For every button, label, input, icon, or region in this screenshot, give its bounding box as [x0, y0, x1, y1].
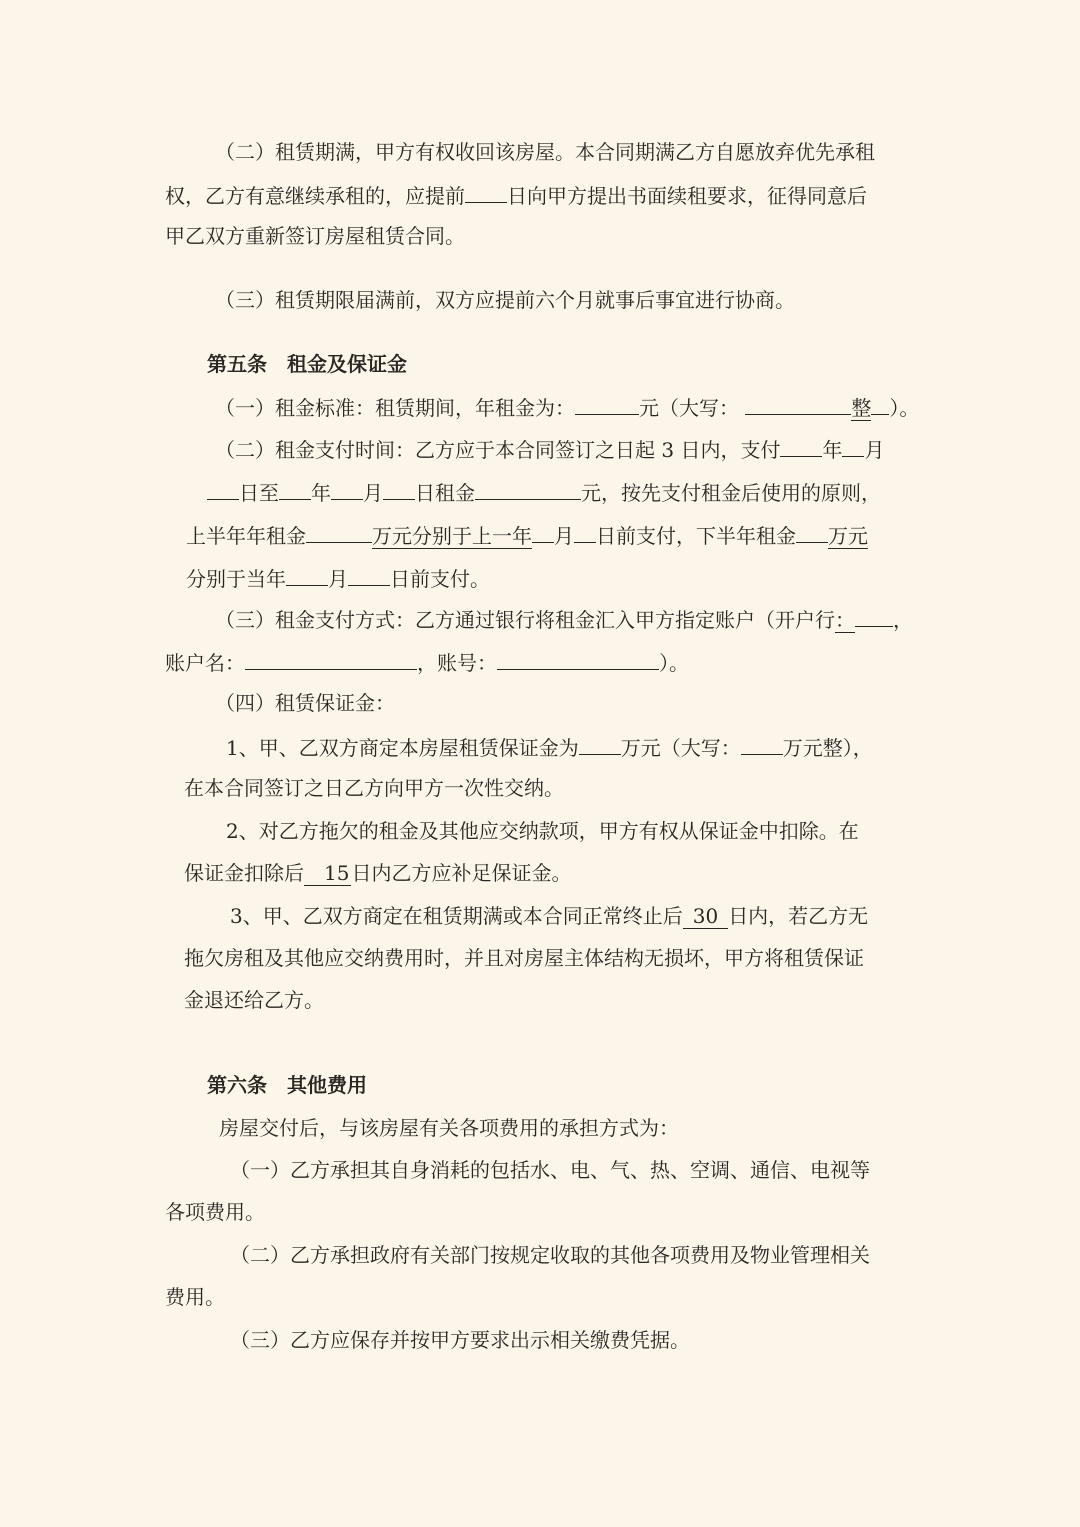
- section-heading: 第六条 其他费用: [207, 1073, 367, 1097]
- paragraph-line: （三）租金支付方式：乙方通过银行将租金汇入甲方指定账户（开户行： ，: [215, 608, 913, 632]
- paragraph-line: （一）乙方承担其自身消耗的包括水、电、气、热、空调、通信、电视等: [230, 1158, 870, 1182]
- paragraph-line: 金退还给乙方。: [184, 988, 324, 1012]
- paragraph-line: 保证金扣除后 15 日内乙方应补足保证金。: [184, 861, 572, 885]
- paragraph-line: 分别于当年 月 日前支付。: [186, 567, 490, 591]
- paragraph-line: 房屋交付后，与该房屋有关各项费用的承担方式为：: [219, 1116, 679, 1140]
- paragraph-line: 甲乙双方重新签订房屋租赁合同。: [165, 224, 465, 248]
- paragraph-line: （三）租赁期限届满前，双方应提前六个月就事后事宜进行协商。: [215, 288, 795, 312]
- paragraph-line: 权，乙方有意继续承租的，应提前 日向甲方提出书面续租要求，征得同意后: [165, 184, 867, 208]
- paragraph-line: 拖欠房租及其他应交纳费用时，并且对房屋主体结构无损坏，甲方将租赁保证: [184, 946, 864, 970]
- section-heading: 第五条 租金及保证金: [207, 352, 407, 376]
- paragraph-line: 费用。: [165, 1285, 225, 1309]
- paragraph-line: （二）租赁期满，甲方有权收回该房屋。本合同期满乙方自愿放弃优先承租: [215, 140, 875, 164]
- paragraph-line: （四）租赁保证金：: [215, 691, 395, 715]
- paragraph-line: 账户名： ，账号： ）。: [165, 651, 689, 675]
- paragraph-line: 各项费用。: [165, 1200, 265, 1224]
- paragraph-line: 2、对乙方拖欠的租金及其他应交纳款项，甲方有权从保证金中扣除。在: [226, 819, 859, 843]
- paragraph-line: （二）租金支付时间：乙方应于本合同签订之日起 3 日内，支付 年 月: [215, 438, 885, 462]
- paragraph-line: （三）乙方应保存并按甲方要求出示相关缴费凭据。: [230, 1328, 690, 1352]
- paragraph-line: 上半年年租金 万元分别于上一年 月 日前支付，下半年租金 万元: [186, 524, 868, 548]
- paragraph-line: 3、甲、乙双方商定在租赁期满或本合同正常终止后 30 日内，若乙方无: [230, 904, 869, 928]
- paragraph-line: 1、甲、乙双方商定本房屋租赁保证金为 万元（大写： 万元整），: [226, 736, 873, 760]
- paragraph-line: 在本合同签订之日乙方向甲方一次性交纳。: [184, 776, 564, 800]
- paragraph-line: 日至 年 月 日租金 元，按先支付租金后使用的原则，: [207, 479, 881, 505]
- paragraph-line: （二）乙方承担政府有关部门按规定收取的其他各项费用及物业管理相关: [230, 1243, 870, 1267]
- paragraph-line: （一）租金标准：租赁期间，年租金为： 元（大写： 整 ）。: [215, 396, 920, 420]
